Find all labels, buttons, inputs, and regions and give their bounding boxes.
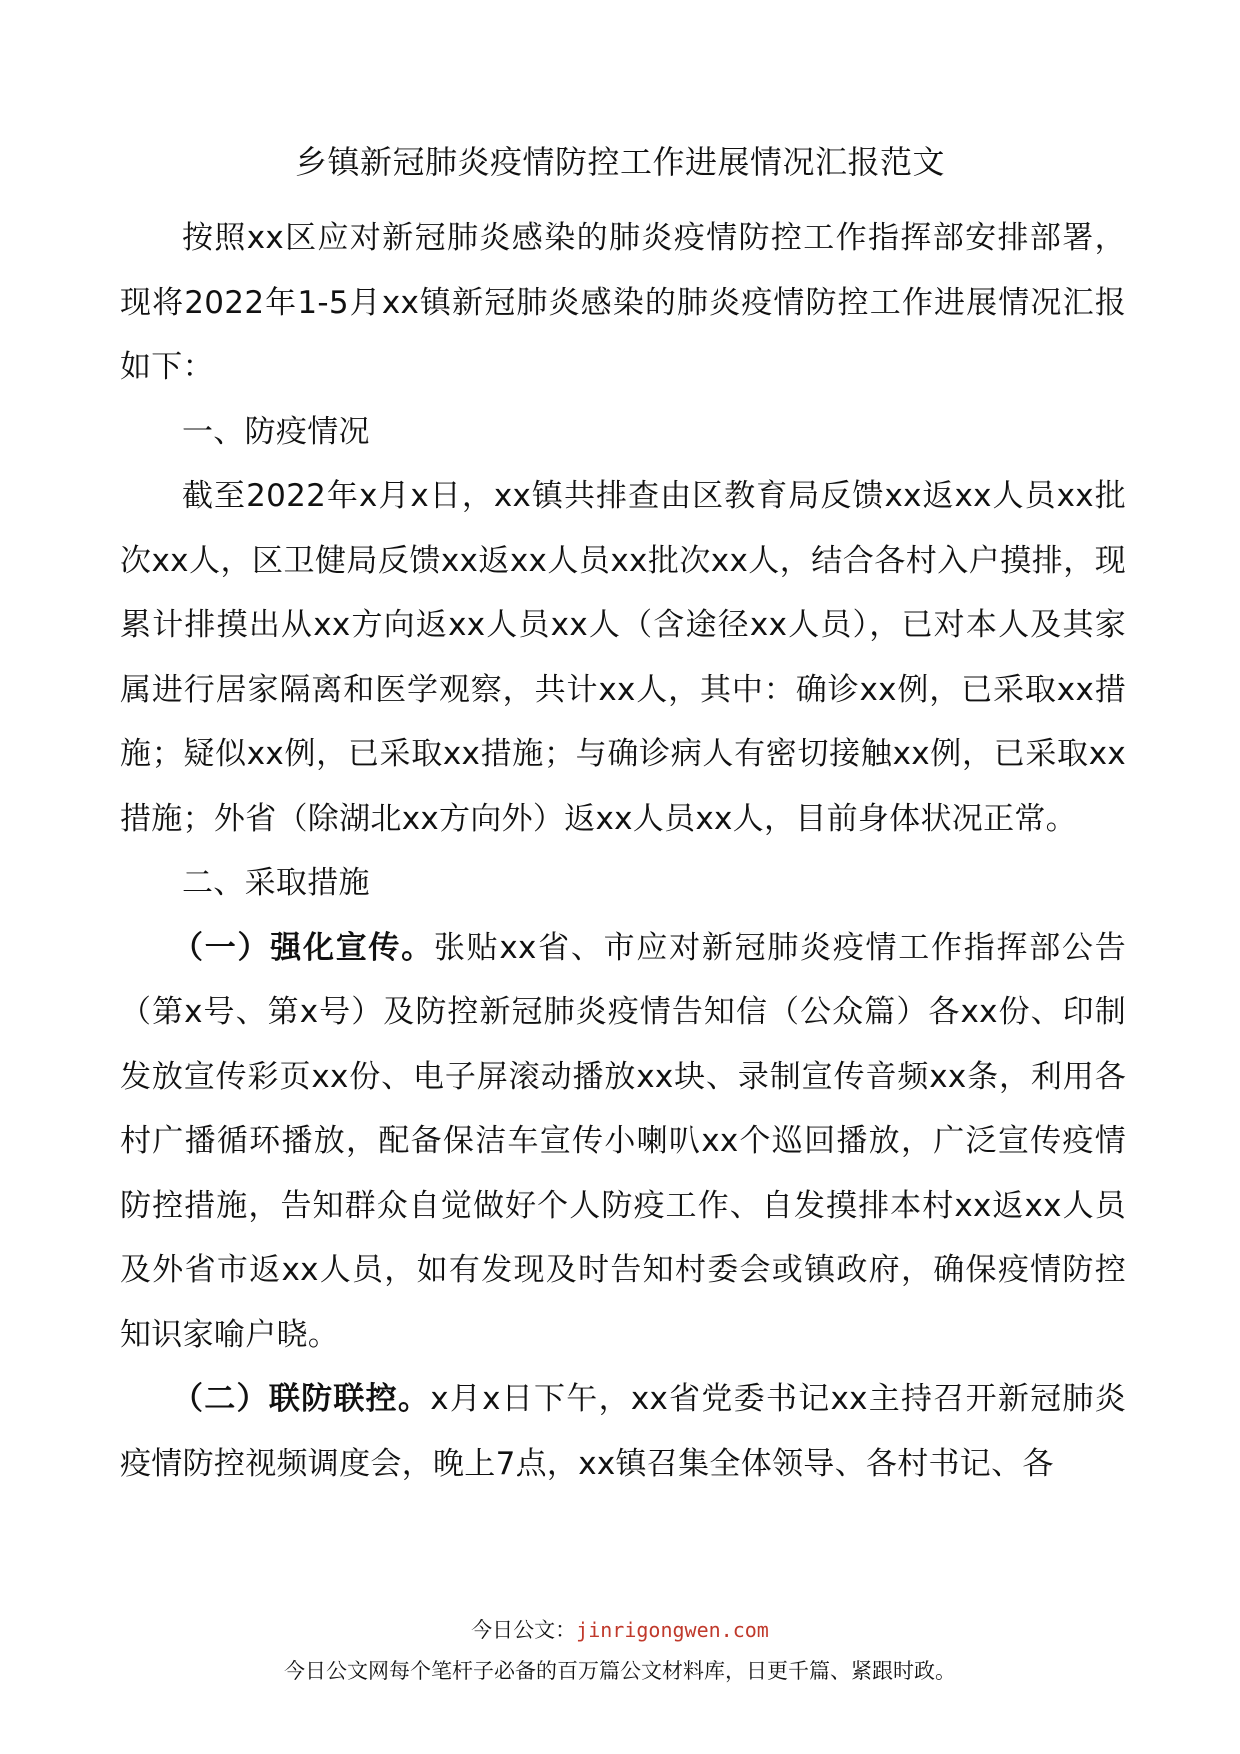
section-heading-2: 二、采取措施 <box>182 865 370 901</box>
section-heading-1: 一、防疫情况 <box>182 413 370 450</box>
document-title: 乡镇新冠肺炎疫情防控工作进展情况汇报范文 <box>294 143 945 181</box>
footer-source-line <box>0 1614 1240 1644</box>
document-body <box>120 206 1126 1496</box>
footer-url-link[interactable]: jinrigongwen.com <box>576 1618 769 1642</box>
footer-source-label: 今日公文： <box>471 1618 577 1642</box>
measure-1-body: 张贴xx省、市应对新冠肺炎疫情工作指挥部公告（第x号、第x号）及防控新冠肺炎疫情告知信（公众篇）各xx份、印制发放宣传彩页xx份、电子屏滚动播放xx块、录制宣传音频xx条，利用各村广播循环播放，配备保洁车宣传小喇叭xx个巡回播放，广泛宣传疫情防控措施，告知群众自觉做好个人防疫工作、自发摸排本村xx返xx人员及外省市返xx人员，如有发现及时告知村委会或镇政府，确保疫情防控知识家喻户晓。 <box>120 929 1126 1353</box>
intro-paragraph: 按照xx区应对新冠肺炎感染的肺炎疫情防控工作指挥部安排部署，现将2022年1-5月xx镇新冠肺炎感染的肺炎疫情防控工作进展情况汇报如下： <box>120 220 1126 385</box>
measure-2-title: （二）联防联控。 <box>172 1381 431 1417</box>
section-1-paragraph: 截至2022年x月x日，xx镇共排查由区教育局反馈xx返xx人员xx批次xx人，区卫健局反馈xx返xx人员xx批次xx人，结合各村入户摸排，现累计排摸出从xx方向返xx人员xx人（含途径xx人员），已对本人及其家属进行居家隔离和医学观察，共计xx人，其中：确诊xx例，已采取xx措施；疑似xx例，已采取xx措施；与确诊病人有密切接触xx例，已采取xx措施；外省（除湖北xx方向外）返xx人员xx人，目前身体状况正常。 <box>120 478 1126 837</box>
measure-1-title: （一）强化宣传。 <box>172 929 434 966</box>
footer-slogan: 今日公文网每个笔杆子必备的百万篇公文材料库，日更千篇、紧跟时政。 <box>284 1659 956 1683</box>
measure-2-paragraph <box>120 1367 1126 1496</box>
measure-1-paragraph <box>120 916 1126 1368</box>
measure-2-body: x月x日下午，xx省党委书记xx主持召开新冠肺炎疫情防控视频调度会，晚上7点，xx镇召集全体领导、各村书记、各 <box>120 1381 1126 1482</box>
